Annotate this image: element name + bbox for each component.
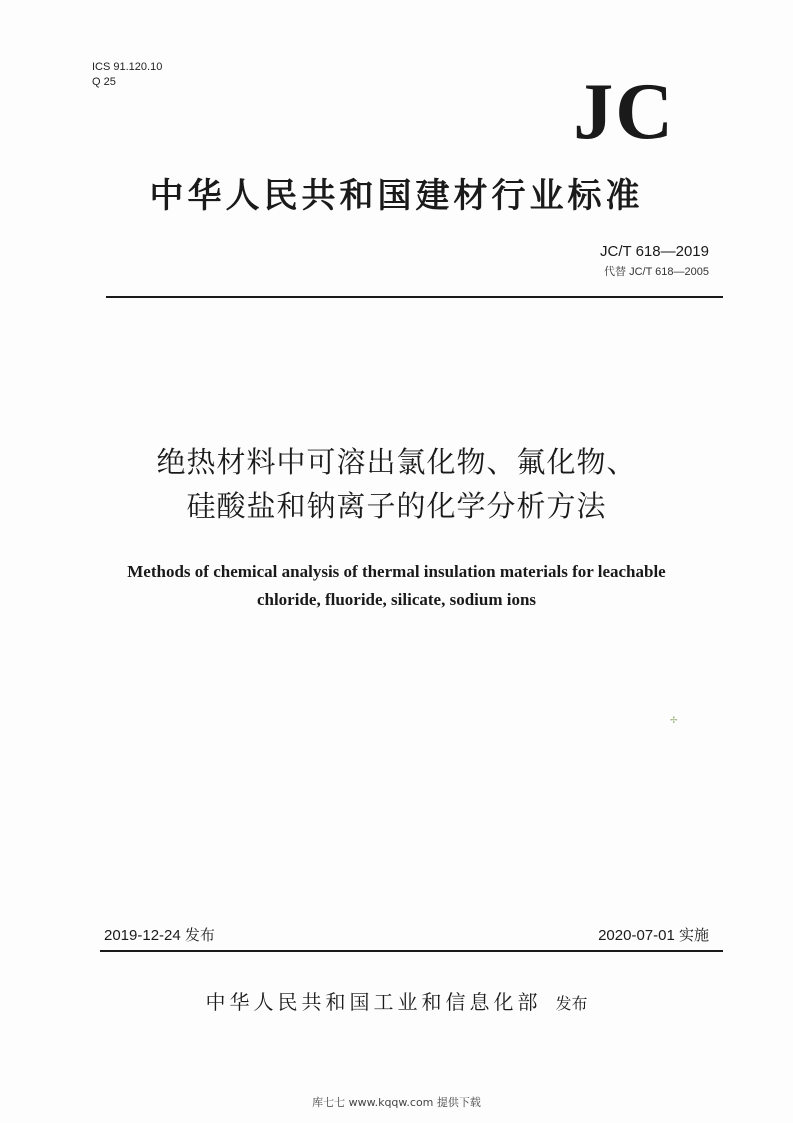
- download-footer: 库七七 www.kqqw.com 提供下载: [312, 1096, 481, 1109]
- english-title-line-2: chloride, fluoride, silicate, sodium ions: [256, 590, 537, 609]
- chinese-title-line-2: 硅酸盐和钠离子的化学分析方法: [186, 489, 607, 523]
- english-title-line-1: Methods of chemical analysis of thermal insulation materials for leachable: [127, 562, 666, 581]
- chinese-title-line-1: 绝热材料中可溶出氯化物、氟化物、: [156, 445, 637, 479]
- publisher-action: 发布: [555, 994, 588, 1013]
- issue-date: 2019-12-24 发布: [104, 927, 215, 944]
- ics-code: ICS 91.120.10: [92, 61, 163, 73]
- scan-speck-icon: ✢: [670, 716, 678, 726]
- chinese-title: [0, 440, 793, 528]
- classification-codes: [92, 60, 162, 90]
- jc-logo: JC: [573, 68, 675, 156]
- ccs-code: Q 25: [92, 76, 116, 88]
- english-title: [0, 558, 793, 614]
- top-divider: [106, 296, 723, 298]
- implementation-date: 2020-07-01 实施: [598, 927, 709, 944]
- publisher-organization: 中华人民共和国工业和信息化部: [205, 990, 542, 1014]
- industry-standard-title: 中华人民共和国建材行业标准: [149, 176, 644, 216]
- bottom-divider: [100, 950, 723, 952]
- standard-number: JC/T 618—2019: [600, 243, 709, 260]
- replaced-standard: 代替 JC/T 618—2005: [604, 266, 709, 278]
- publisher-line: [0, 986, 793, 1015]
- standard-number-block: [600, 243, 709, 279]
